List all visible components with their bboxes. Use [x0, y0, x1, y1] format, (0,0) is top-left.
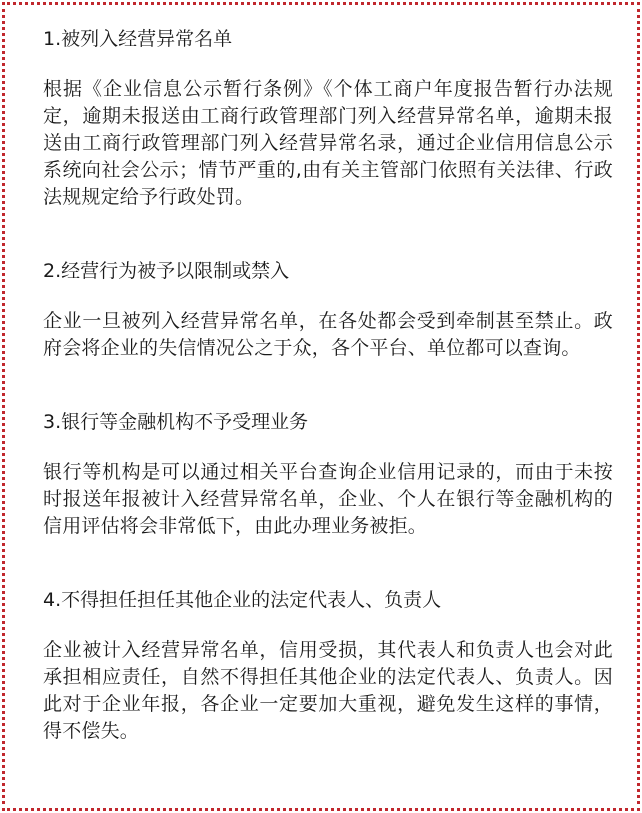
section-2 — [43, 258, 613, 362]
section-4 — [43, 587, 613, 745]
section-body: 根据《企业信息公示暂行条例》《个体工商户年度报告暂行办法规定，逾期未报送由工商行政管理部门列入经营异常名单，逾期未报送由工商行政管理部门列入经营异常名录，通过企业信用信息公示系统向社会公示；情节严重的,由有关主管部门依照有关法律、行政法规规定给予行政处罚。 — [43, 78, 613, 208]
section-heading: 2.经营行为被予以限制或禁入 — [43, 260, 290, 282]
section-body: 企业被计入经营异常名单，信用受损，其代表人和负责人也会对此承担相应责任，自然不得担任其他企业的法定代表人、负责人。因此对于企业年报，各企业一定要加大重视，避免发生这样的事情，得不偿失。 — [43, 639, 613, 742]
section-heading: 4.不得担任担任其他企业的法定代表人、负责人 — [43, 589, 442, 611]
section-1 — [43, 26, 613, 211]
section-heading: 3.银行等金融机构不予受理业务 — [43, 411, 309, 433]
section-3 — [43, 409, 613, 540]
section-body: 企业一旦被列入经营异常名单，在各处都会受到牵制甚至禁止。政府会将企业的失信情况公之于众，各个平台、单位都可以查询。 — [43, 310, 613, 359]
section-heading: 1.被列入经营异常名单 — [43, 28, 233, 50]
document-content — [43, 26, 613, 745]
section-body: 银行等机构是可以通过相关平台查询企业信用记录的，而由于未按时报送年报被计入经营异常名单，企业、个人在银行等金融机构的信用评估将会非常低下，由此办理业务被拒。 — [43, 461, 613, 537]
